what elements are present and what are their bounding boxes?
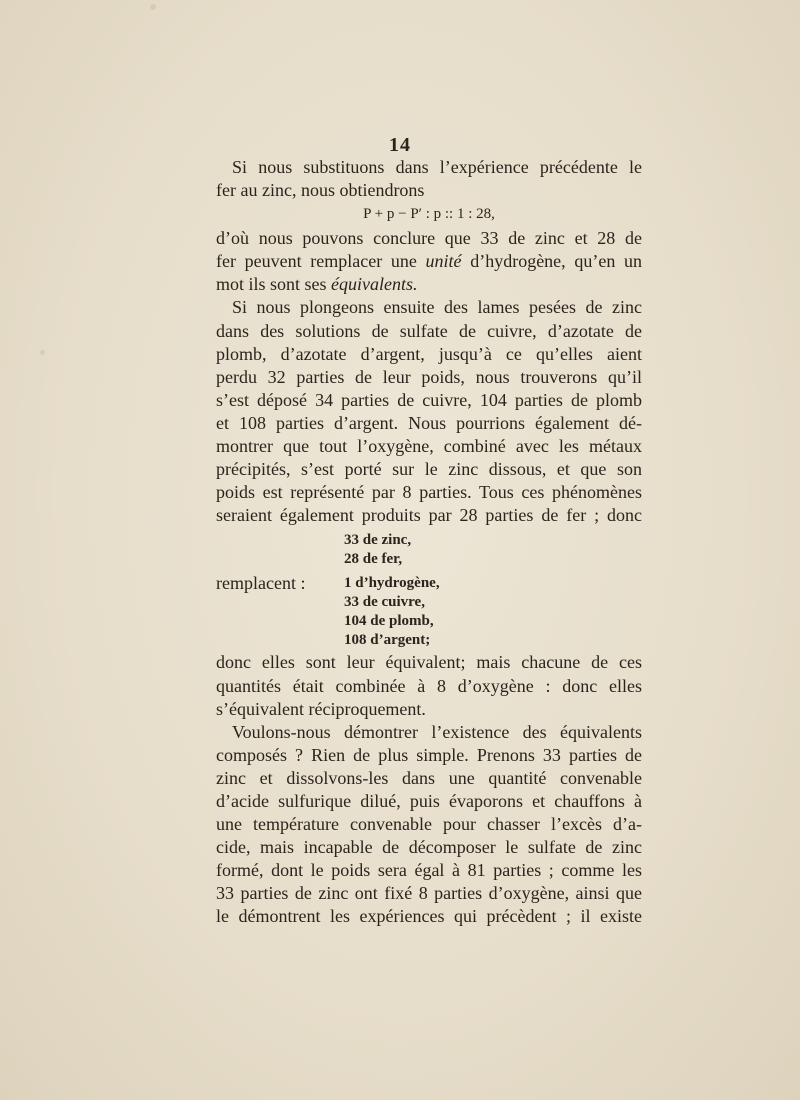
text-line: mot ils sont ses équivalents. [216, 274, 418, 295]
list-verb: remplacent : [216, 573, 306, 594]
text-line: Si nous substituons dans l’expérience précédente le [232, 157, 642, 177]
text-line: perdu 32 parties de leur poids, nous trouverons qu’il [216, 366, 642, 387]
text-line: Si nous plongeons ensuite des lames pesées de zinc [232, 297, 642, 318]
list-item: 33 de zinc, [344, 532, 412, 549]
paper-speck [150, 4, 156, 10]
text-line: dans des solutions de sulfate de cuivre, d’azotate de [216, 320, 642, 341]
text-line: poids est représenté par 8 parties. Tous ces phénomènes [216, 482, 642, 503]
text-line: fer au zinc, nous obtiendrons [216, 180, 425, 201]
text-line: seraient également produits par 28 parties de fer ; donc [216, 505, 642, 526]
page-number: 14 [389, 134, 411, 156]
text-line: s’équivalent réciproquement. [216, 698, 426, 719]
text-line: composés ? Rien de plus simple. Prenons 33 parties de [216, 744, 642, 765]
text-line: précipités, s’est porté sur le zinc dissous, et que son [216, 459, 642, 480]
text-line: le démontrent les expériences qui précèdent ; il existe [216, 906, 642, 927]
text-line: Voulons-nous démontrer l’existence des équivalents [232, 721, 642, 742]
text-line: quantités était combinée à 8 d’oxygène : donc elles [216, 675, 642, 696]
list-item: 104 de plomb, [344, 613, 434, 630]
text-line: donc elles sont leur équivalent; mais chacune de ces [216, 652, 642, 673]
text-line: montrer que tout l’oxygène, combiné avec les métaux [216, 436, 642, 457]
text-line: zinc et dissolvons-les dans une quantité convenable [216, 767, 642, 788]
text-line: et 108 parties d’argent. Nous pourrions également dé- [216, 412, 642, 433]
text-line: s’est déposé 34 parties de cuivre, 104 parties de plomb [216, 389, 642, 410]
text-line: une température convenable pour chasser l’excès d’a- [216, 814, 642, 835]
list-item: 108 d’argent; [344, 632, 431, 649]
list-item: 1 d’hydrogène, [344, 575, 440, 592]
paper-speck [40, 350, 45, 355]
text-line: d’où nous pouvons conclure que 33 de zinc et 28 de [216, 228, 642, 249]
equivalents-list [216, 527, 642, 651]
body-text [216, 156, 642, 929]
text-line: 33 parties de zinc ont fixé 8 parties d’oxygène, ainsi que [216, 883, 642, 904]
text-line: fer peuvent remplacer une unité d’hydrogène, qu’en un [216, 251, 642, 272]
text-line: cide, mais incapable de décomposer le sulfate de zinc [216, 837, 642, 858]
text-line: formé, dont le poids sera égal à 81 parties ; comme les [216, 860, 642, 881]
formula: P + p − P′ : p :: 1 : 28, [363, 206, 495, 223]
text-line: d’acide sulfurique dilué, puis évaporons et chauffons à [216, 790, 642, 811]
list-item: 28 de fer, [344, 551, 403, 568]
text-line: plomb, d’azotate d’argent, jusqu’à ce qu’elles aient [216, 343, 642, 364]
list-item: 33 de cuivre, [344, 594, 425, 611]
